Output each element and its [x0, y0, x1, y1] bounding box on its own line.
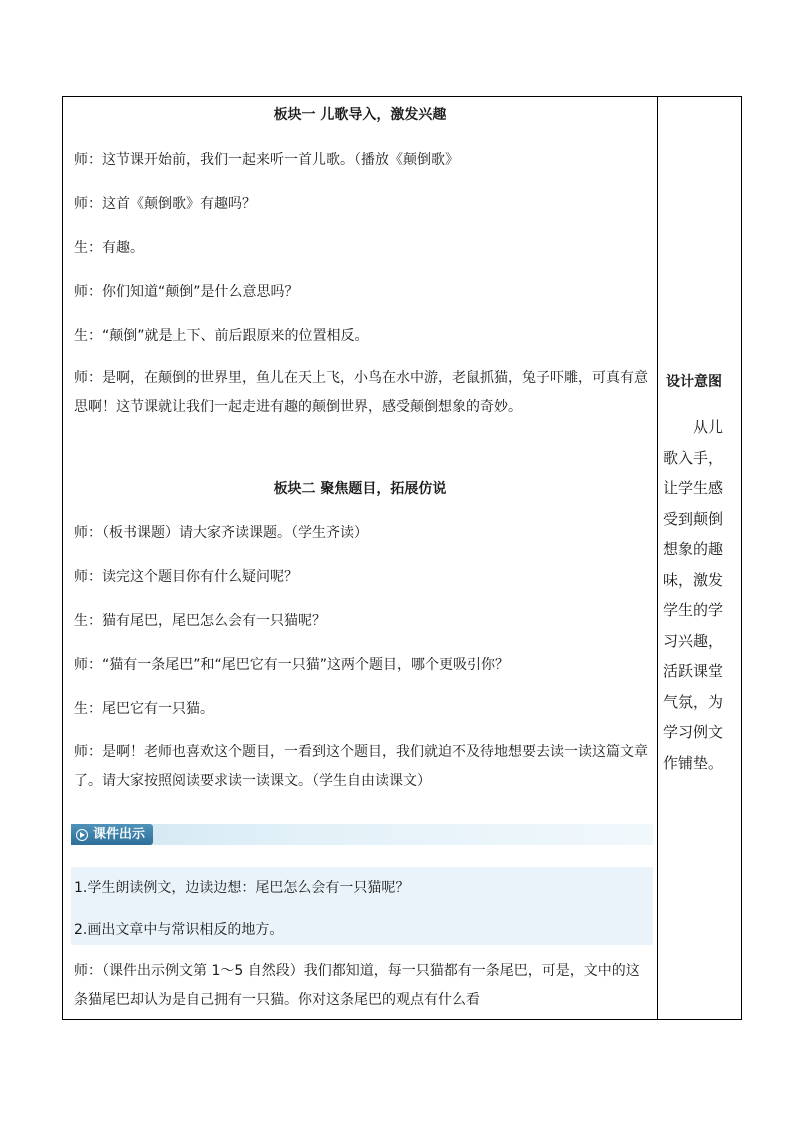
courseware-banner: [71, 824, 653, 845]
courseware-box: [71, 867, 653, 945]
dialogue-line: 师：这节课开始前，我们一起来听一首儿歌。（播放《颠倒歌》: [74, 152, 459, 168]
dialogue-line: 生：尾巴它有一只猫。: [74, 701, 214, 717]
dialogue-paragraph: 师：（课件出示例文第 1～5 自然段）我们都知道，每一只猫都有一条尾巴，可是，文中的这条猫尾巴却认为是自己拥有一只猫。你对这条尾巴的观点有什么看: [74, 963, 640, 1008]
lesson-table: [62, 96, 742, 1020]
dialogue-line: 师：这首《颠倒歌》有趣吗？: [74, 196, 256, 212]
design-intent-title: 设计意图: [666, 374, 722, 390]
section1-heading: 板块一 儿歌导入，激发兴趣: [273, 107, 447, 123]
dialogue-line: 师：“猫有一条尾巴”和“尾巴它有一只猫”这两个题目，哪个更吸引你？: [74, 657, 510, 673]
dialogue-line: 师：你们知道“颠倒”是什么意思吗？: [74, 284, 299, 300]
play-icon: [76, 829, 88, 841]
design-intent-body: 从儿歌入手，让学生感受到颠倒想象的趣味，激发学生的学习兴趣，活跃课堂气氛，为学习例文作铺垫。: [663, 418, 724, 772]
dialogue-paragraph: 师：是啊！老师也喜欢这个题目，一看到这个题目，我们就迫不及待地想要去读一读这篇文章了。请大家按照阅读要求读一读课文。（学生自由读课文）: [74, 744, 648, 789]
courseware-item: 1.学生朗读例文，边读边想：尾巴怎么会有一只猫呢？: [74, 880, 410, 896]
section2-heading: 板块二 聚焦题目，拓展仿说: [273, 481, 447, 497]
dialogue-line: 生：“颠倒”就是上下、前后跟原来的位置相反。: [74, 328, 369, 344]
dialogue-line: 生：有趣。: [74, 240, 144, 256]
dialogue-paragraph: 师：是啊，在颠倒的世界里，鱼儿在天上飞，小鸟在水中游，老鼠抓猫，兔子吓雕，可真有意思啊！这节课就让我们一起走进有趣的颠倒世界，感受颠倒想象的奇妙。: [74, 370, 648, 415]
courseware-label: 课件出示: [93, 827, 146, 842]
teaching-process-column: [63, 97, 657, 1019]
dialogue-line: 师：读完这个题目你有什么疑问呢？: [74, 569, 298, 585]
dialogue-line: 师：（板书课题）请大家齐读课题。（学生齐读）: [74, 525, 368, 541]
dialogue-line: 生：猫有尾巴，尾巴怎么会有一只猫呢？: [74, 613, 326, 629]
courseware-item: 2.画出文章中与常识相反的地方。: [74, 922, 284, 938]
design-intent-column: [658, 97, 742, 1019]
courseware-tag: [71, 824, 153, 845]
